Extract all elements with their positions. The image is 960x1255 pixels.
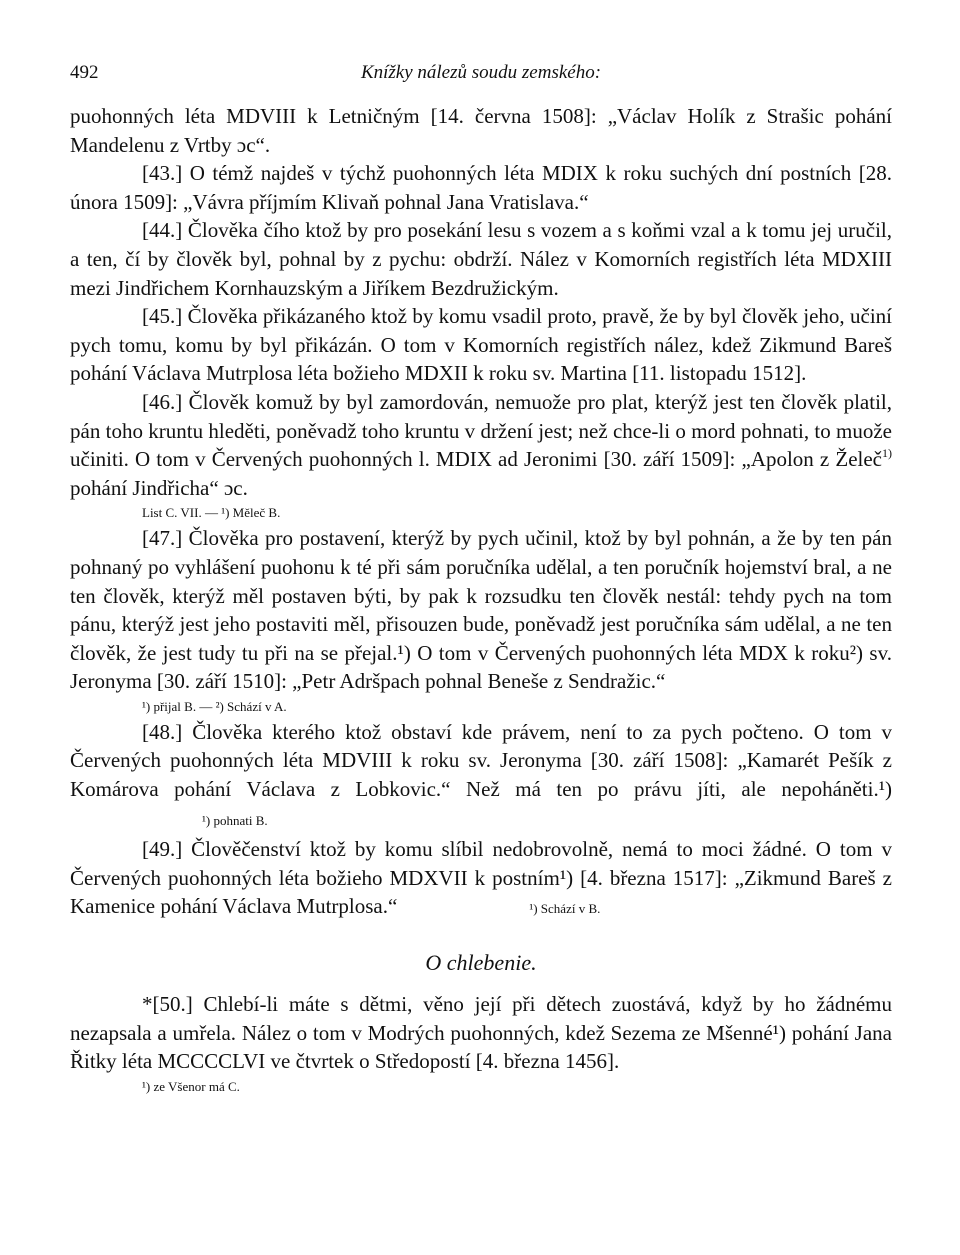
paragraph-45: [45.] Člověka přikázaného ktož by komu vsadil proto, pravě, že by byl člověk jeho, učiní pych tomu, komu by byl přikázán. O tom v Komorních registřích nález, kdež Zikmund Bareš pohání Václava Mutrplosa léta božieho MDXII k roku sv. Martina [11. listopadu 1512].	[70, 304, 892, 386]
paragraph-continuation: puohonných léta MDVIII k Letničným [14. června 1508]: „Václav Holík z Strašic pohání Mandelenu z Vrtby ɔc“.	[70, 104, 892, 157]
book-page	[70, 62, 892, 1098]
paragraph-48-text: [48.] Člověka kterého ktož obstaví kde právem, není to za pych počteno. O tom v Červených puohonných léta MDVIII k roku sv. Jeronyma [30. září 1508]: „Kamarét Pešík z Komárova pohání Václava z Lobkovic.“ Než má ten po právu jíti, ale nepoháněti.¹)	[70, 719, 892, 802]
footnote-50: ¹) ze Všenor má C.	[142, 1078, 240, 1094]
paragraph-43: [43.] O témž najdeš v týchž puohonných léta MDIX k roku suchých dní postních [28. února 1509]: „Vávra příjmím Klivaň pohnal Jana Vratislava.“	[70, 161, 892, 214]
paragraph-49	[70, 835, 892, 924]
inline-footnote-49: ¹) Schází v B.	[529, 901, 601, 917]
paragraph-46	[70, 388, 892, 502]
paragraph-46-text: [46.] Člověk komuž by byl zamordován, nemuože pro plat, kterýž jest ten člověk platil, pán toho kruntu hleděti, poněvadž toho kruntu v držení jest; než chce-li o mord pohnati, to muože učiniti. O tom v Červených puohonných l. MDIX ad Jeronimi [30. září 1509]: „Apolon z Želeč	[70, 389, 892, 472]
footnote-marker: 1)	[882, 446, 892, 461]
inline-footnote-48: ¹) pohnati B.	[202, 812, 268, 828]
paragraph-47: [47.] Člověka pro postavení, kterýž by pych učinil, ktož by byl pohnán, a že by ten pán pohnaný po vyhlášení puohonu k té při sám poručníka udělal, a ten poručník hojemství bral, a ne ten člověk, kterýž měl postaven býti, by pak k rozsudku ten člověk nestál: tehdy pych na tom pánu, kterýž jest jeho postaviti měl, přisouzen bude, poněvadž jest poručníka sám udělal, a ne ten člověk, že jest tudy tu při na se přejal.¹) O tom v Červených puohonných léta MDX k roku²) sv. Jeronyma [30. září 1510]: „Petr Adršpach pohnal Beneše z Sendražic.“	[70, 526, 892, 694]
footnote-47: ¹) přijal B. — ²) Schází v A.	[142, 698, 287, 714]
running-title: Knížky nálezů soudu zemského:	[360, 62, 602, 83]
page-number: 492	[70, 62, 99, 83]
section-heading: O chlebenie.	[425, 950, 537, 976]
paragraph-48	[70, 718, 892, 835]
paragraph-49-text: [49.] Člověčenství ktož by komu slíbil nedobrovolně, nemá to moci žádné. O tom v Červených puohonných léta božieho MDXVII k postním¹) [4. března 1517]: „Zikmund Bareš z Kamenice pohání Václava Mutrplosa.“	[70, 837, 892, 919]
page-header	[70, 62, 892, 102]
paragraph-46-tail: pohání Jindřicha“ ɔc.	[70, 475, 248, 500]
footnote-46: List C. VII. — ¹) Měleč B.	[142, 505, 281, 521]
paragraph-44: [44.] Člověka čího ktož by pro posekání lesu s vozem a s koňmi vzal a k tomu jej uručil, a ten, čí by člověk byl, pohnal by z pychu: obdrží. Nález v Komorních registřích léta MDXIII mezi Jindřichem Kornhauzským a Jiříkem Bezdružickým.	[70, 218, 892, 300]
paragraph-50: *[50.] Chlebí-li máte s dětmi, věno její při dětech zuostává, když by ho žádnému nezapsala a umřela. Nález o tom v Modrých puohonných, kdež Sezema ze Mšenné¹) pohání Jana Řitky léta MCCCCLVI ve čtvrtek o Středopostí [4. března 1456].	[70, 992, 892, 1074]
